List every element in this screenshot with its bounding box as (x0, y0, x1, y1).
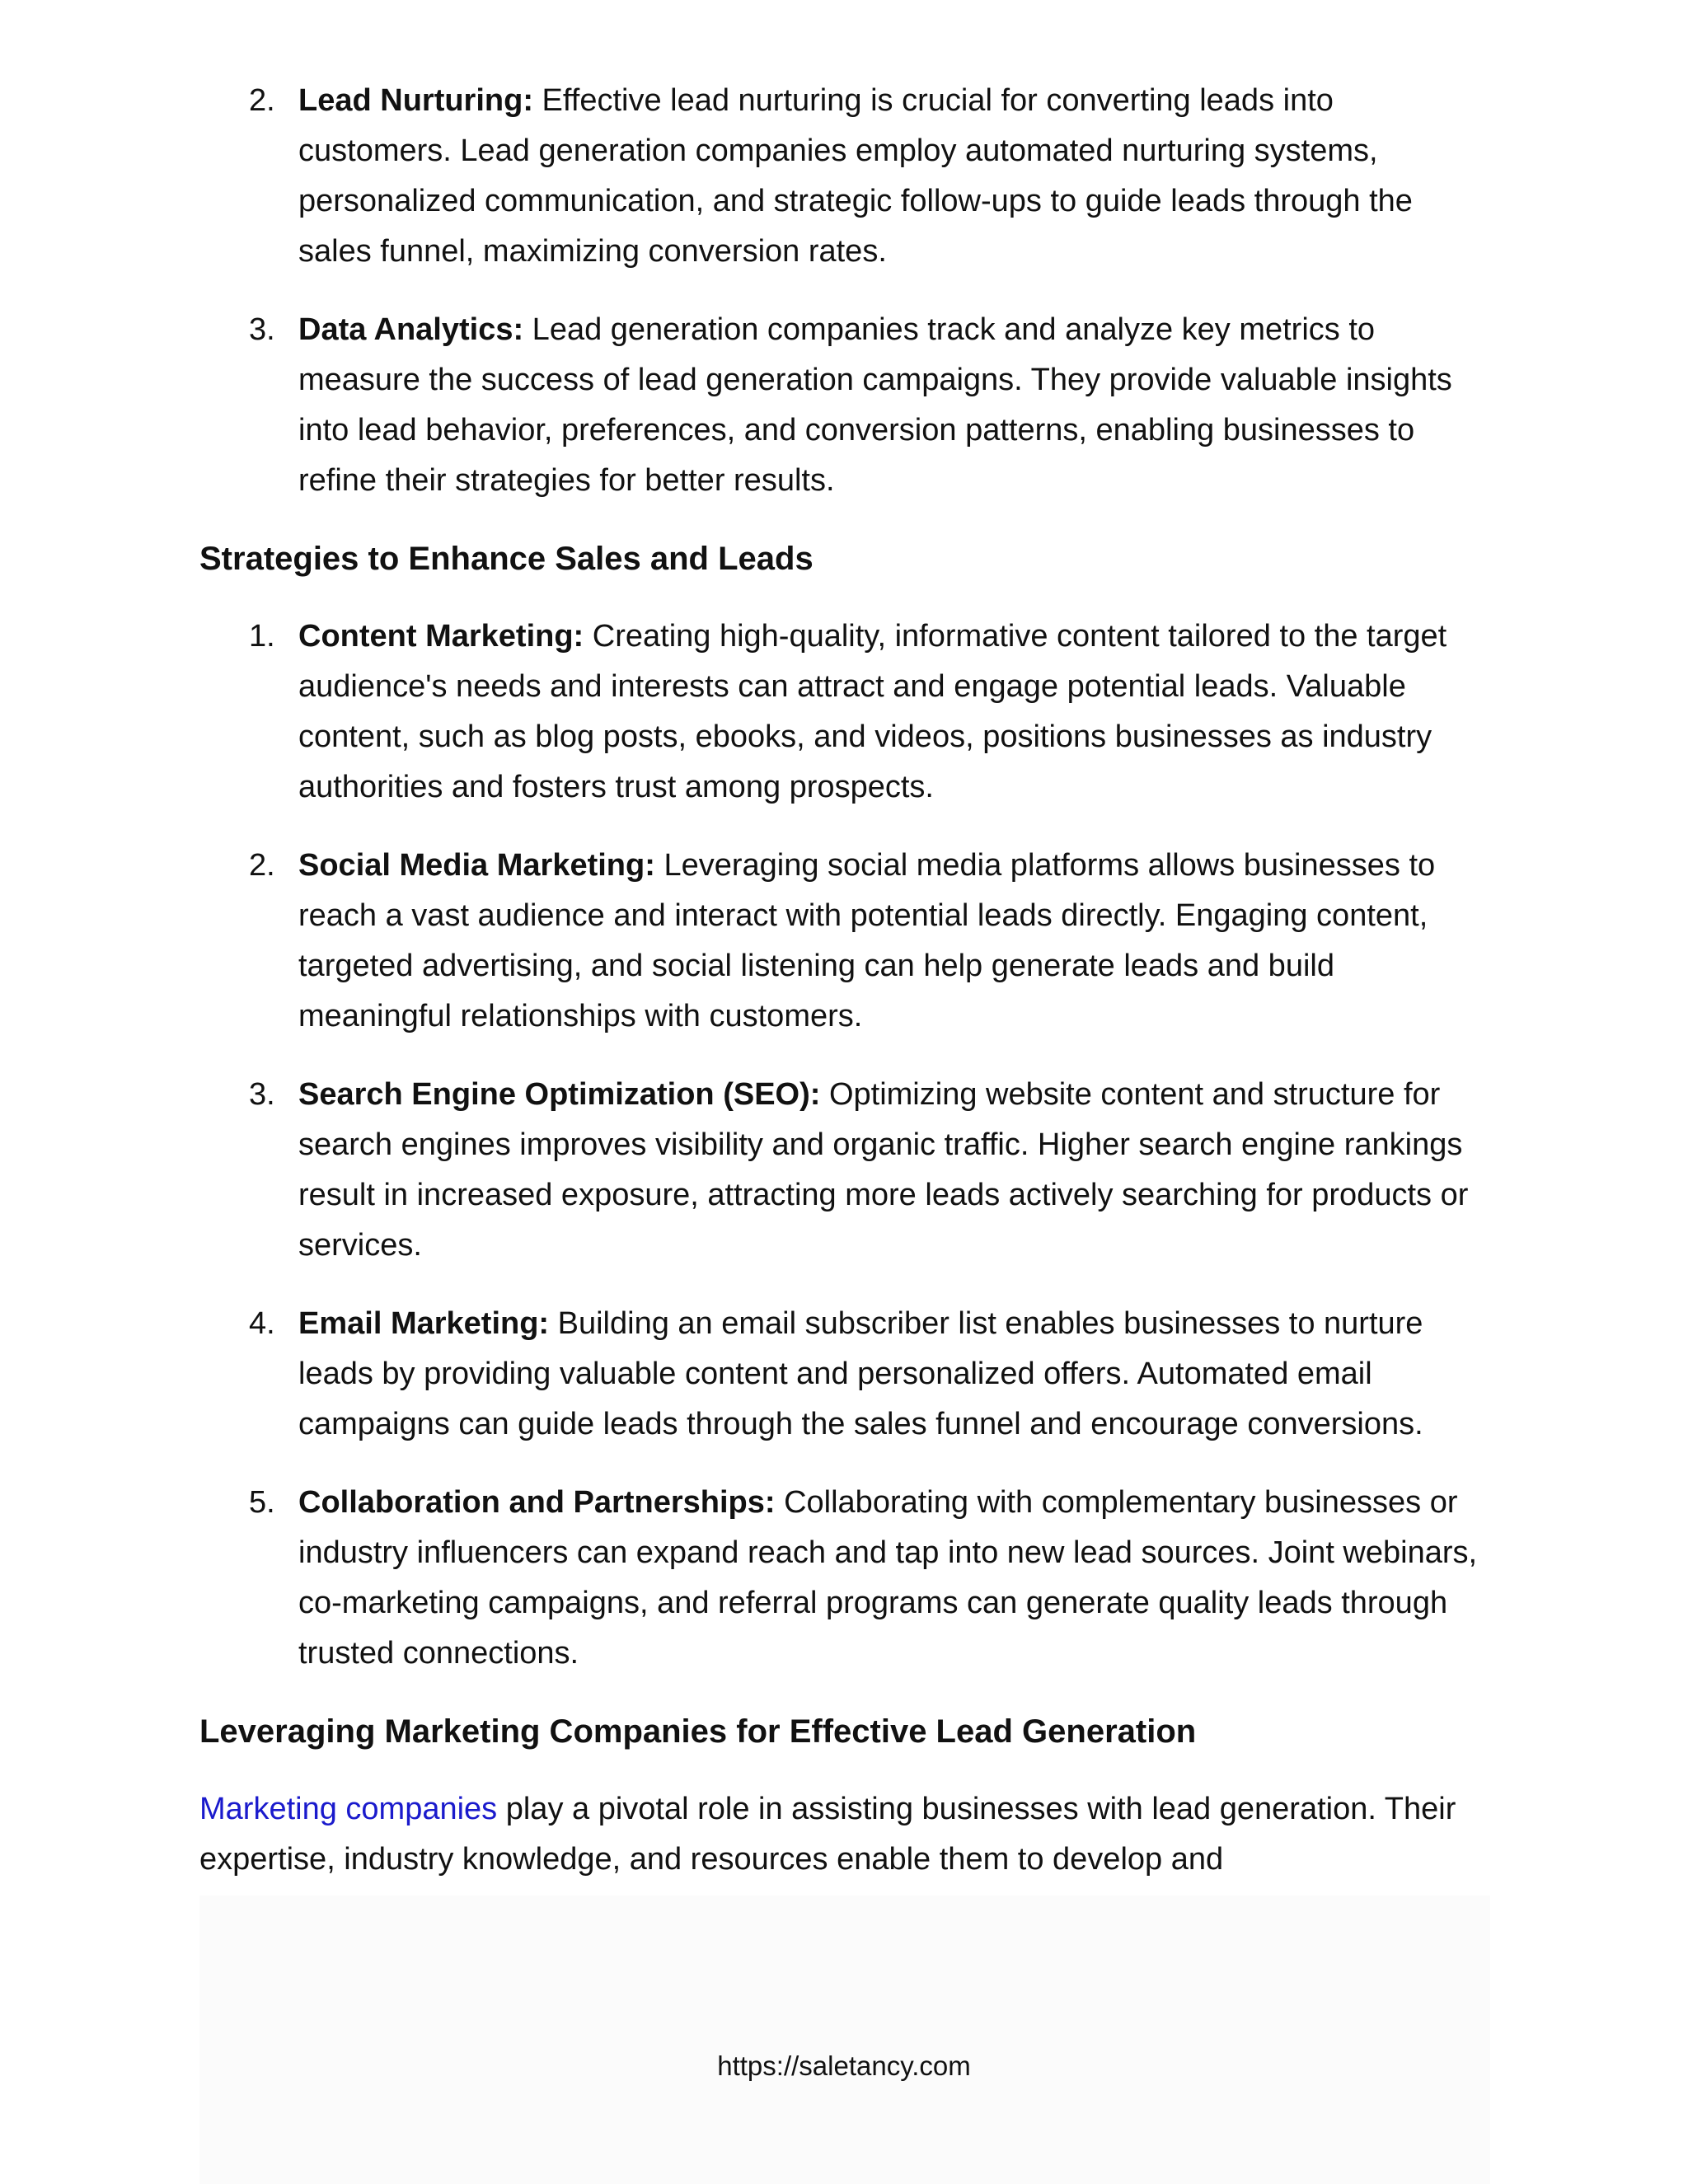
marketing-companies-link[interactable]: Marketing companies (199, 1792, 498, 1826)
list-item-term: Content Marketing: (298, 619, 584, 654)
heading-leveraging: Leveraging Marketing Companies for Effective Lead Generation (199, 1713, 1197, 1750)
list-item-text: Optimizing website content and structure for search engines improves visibility and organic traffic. Higher search engine rankings result in increased exposure, attracting more leads actively searching for products or services. (298, 1077, 1469, 1263)
list-item-term: Collaboration and Partnerships: (298, 1485, 776, 1520)
list-item-number: 5. (249, 1485, 275, 1520)
strategies-list (199, 612, 1490, 1679)
list-item-term: Email Marketing: (298, 1306, 550, 1341)
footer-url: https://saletancy.com (717, 2050, 971, 2081)
list-item-number: 2. (249, 848, 275, 883)
intro-list (199, 76, 1490, 506)
list-item-text: Building an email subscriber list enables businesses to nurture leads by providing valuable content and personalized offers. Automated email campaigns can guide leads through the sales funnel and encourage conversions. (298, 1306, 1423, 1441)
list-item-data-analytics (199, 305, 1490, 506)
list-item-collaboration (199, 1478, 1490, 1679)
list-item-email-marketing (199, 1299, 1490, 1450)
list-item-number: 4. (249, 1306, 275, 1341)
list-item-text: Leveraging social media platforms allows businesses to reach a vast audience and interact with potential leads directly. Engaging content, targeted advertising, and social listening can help generate leads and build meaningful relationships with customers. (298, 848, 1436, 1033)
list-item-term: Social Media Marketing: (298, 848, 655, 883)
list-item-text: Lead generation companies track and analyze key metrics to measure the success of lead generation campaigns. They provide valuable insights into lead behavior, preferences, and conversion patterns, enabling businesses to refine their strategies for better results. (298, 312, 1452, 498)
heading-strategies: Strategies to Enhance Sales and Leads (199, 541, 814, 577)
list-item-number: 2. (249, 83, 275, 118)
paragraph-text: play a pivotal role in assisting businesses with lead generation. Their expertise, industry knowledge, and resources enable them to develop and (199, 1792, 1456, 1877)
list-item-text: Effective lead nurturing is crucial for converting leads into customers. Lead generation companies employ automated nurturing systems, personalized communication, and strategic follow-ups to guide leads through the sales funnel, maximizing conversion rates. (298, 83, 1413, 269)
list-item-term: Lead Nurturing: (298, 83, 533, 118)
list-item-number: 3. (249, 312, 275, 347)
paragraph-marketing-companies (199, 1784, 1490, 1885)
list-item-social-media-marketing (199, 841, 1490, 1042)
document-content (199, 76, 1490, 1885)
list-item-seo (199, 1070, 1490, 1271)
list-item-number: 3. (249, 1077, 275, 1112)
list-item-text: Collaborating with complementary businesses or industry influencers can expand reach and tap into new lead sources. Joint webinars, co-marketing campaigns, and referral programs can generate quality leads through trusted connections. (298, 1485, 1478, 1671)
list-item-text: Creating high-quality, informative content tailored to the target audience's needs and interests can attract and engage potential leads. Valuable content, such as blog posts, ebooks, and videos, positions businesses as industry authorities and fosters trust among prospects. (298, 619, 1447, 804)
list-item-term: Search Engine Optimization (SEO): (298, 1077, 821, 1112)
list-item-lead-nurturing (199, 76, 1490, 277)
list-item-term: Data Analytics: (298, 312, 524, 347)
list-item-content-marketing (199, 612, 1490, 813)
list-item-number: 1. (249, 619, 275, 654)
footer-background (199, 1896, 1490, 2184)
